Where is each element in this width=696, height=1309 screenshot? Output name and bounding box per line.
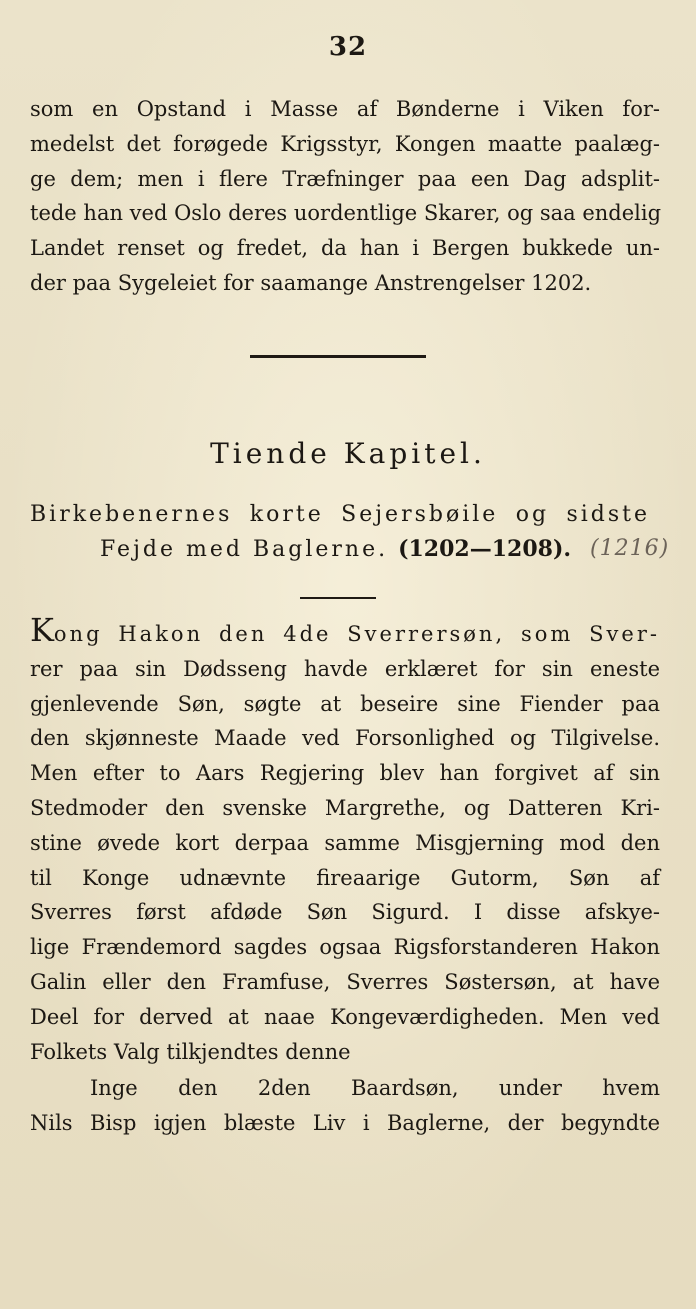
page-number: 32 [328,32,368,62]
text-line: gjenlevende Søn, søgte at beseire sine Fiender paa [30,691,660,716]
body-paragraph [30,611,660,1069]
final-paragraph [30,1071,660,1141]
chapter-subtitle-line-2 [100,536,571,562]
text-line: der paa Sygeleiet for saamange Anstrengelser 1202. [30,270,592,295]
text-line [30,611,660,652]
chapter-subtitle-line-1: Birkebenernes korte Sejersbøile og sidste [30,502,650,527]
text-line: som en Opstand i Masse af Bønderne i Viken for- [30,97,660,121]
text-line: Deel for derved at naae Kongeværdigheden. Men ved [30,1004,660,1029]
drop-capital: K [30,611,54,649]
text-line: Nils Bisp igjen blæste Liv i Baglerne, der begyndte [30,1110,660,1135]
text-line-rest: ong Hakon den 4de Sverrersøn, som Sver- [53,622,660,646]
handwritten-marginal-note: (1216) [590,536,670,561]
text-line: lige Frændemord sagdes ogsaa Rigsforstanderen Hakon [30,935,660,960]
subtitle-divider [300,597,376,599]
text-line: Stedmoder den svenske Margrethe, og Datteren Kri- [30,795,660,820]
text-line: Sverres først afdøde Søn Sigurd. I disse afskye- [30,900,660,925]
section-divider [250,355,426,358]
chapter-subtitle-text: Fejde med Baglerne. [100,537,389,562]
text-line: Landet renset og fredet, da han i Bergen bukkede un- [30,236,660,261]
text-line: Galin eller den Framfuse, Sverres Søstersøn, at have [30,969,660,994]
chapter-dates: (1202—1208). [398,536,572,562]
chapter-heading: Tiende Kapitel. [210,437,486,470]
text-line: rer paa sin Dødsseng havde erklæret for sin eneste [30,656,660,681]
text-line: ge dem; men i flere Træfninger paa een Dag adsplit- [30,166,660,191]
text-line: Folkets Valg tilkjendtes denne [30,1039,351,1064]
text-line: tede han ved Oslo deres uordentlige Skarer, og saa endelig [30,201,662,226]
text-line: medelst det forøgede Krigsstyr, Kongen maatte paalæg- [30,131,660,156]
text-line: den skjønneste Maade ved Forsonlighed og Tilgivelse. [30,726,660,751]
intro-paragraph [30,92,660,301]
text-line: Men efter to Aars Regjering blev han forgivet af sin [30,761,660,786]
text-line: Inge den 2den Baardsøn, under hvem [90,1076,660,1100]
text-line: stine øvede kort derpaa samme Misgjerning mod den [30,830,660,855]
text-line: til Konge udnævnte fireaarige Gutorm, Søn af [30,865,660,890]
